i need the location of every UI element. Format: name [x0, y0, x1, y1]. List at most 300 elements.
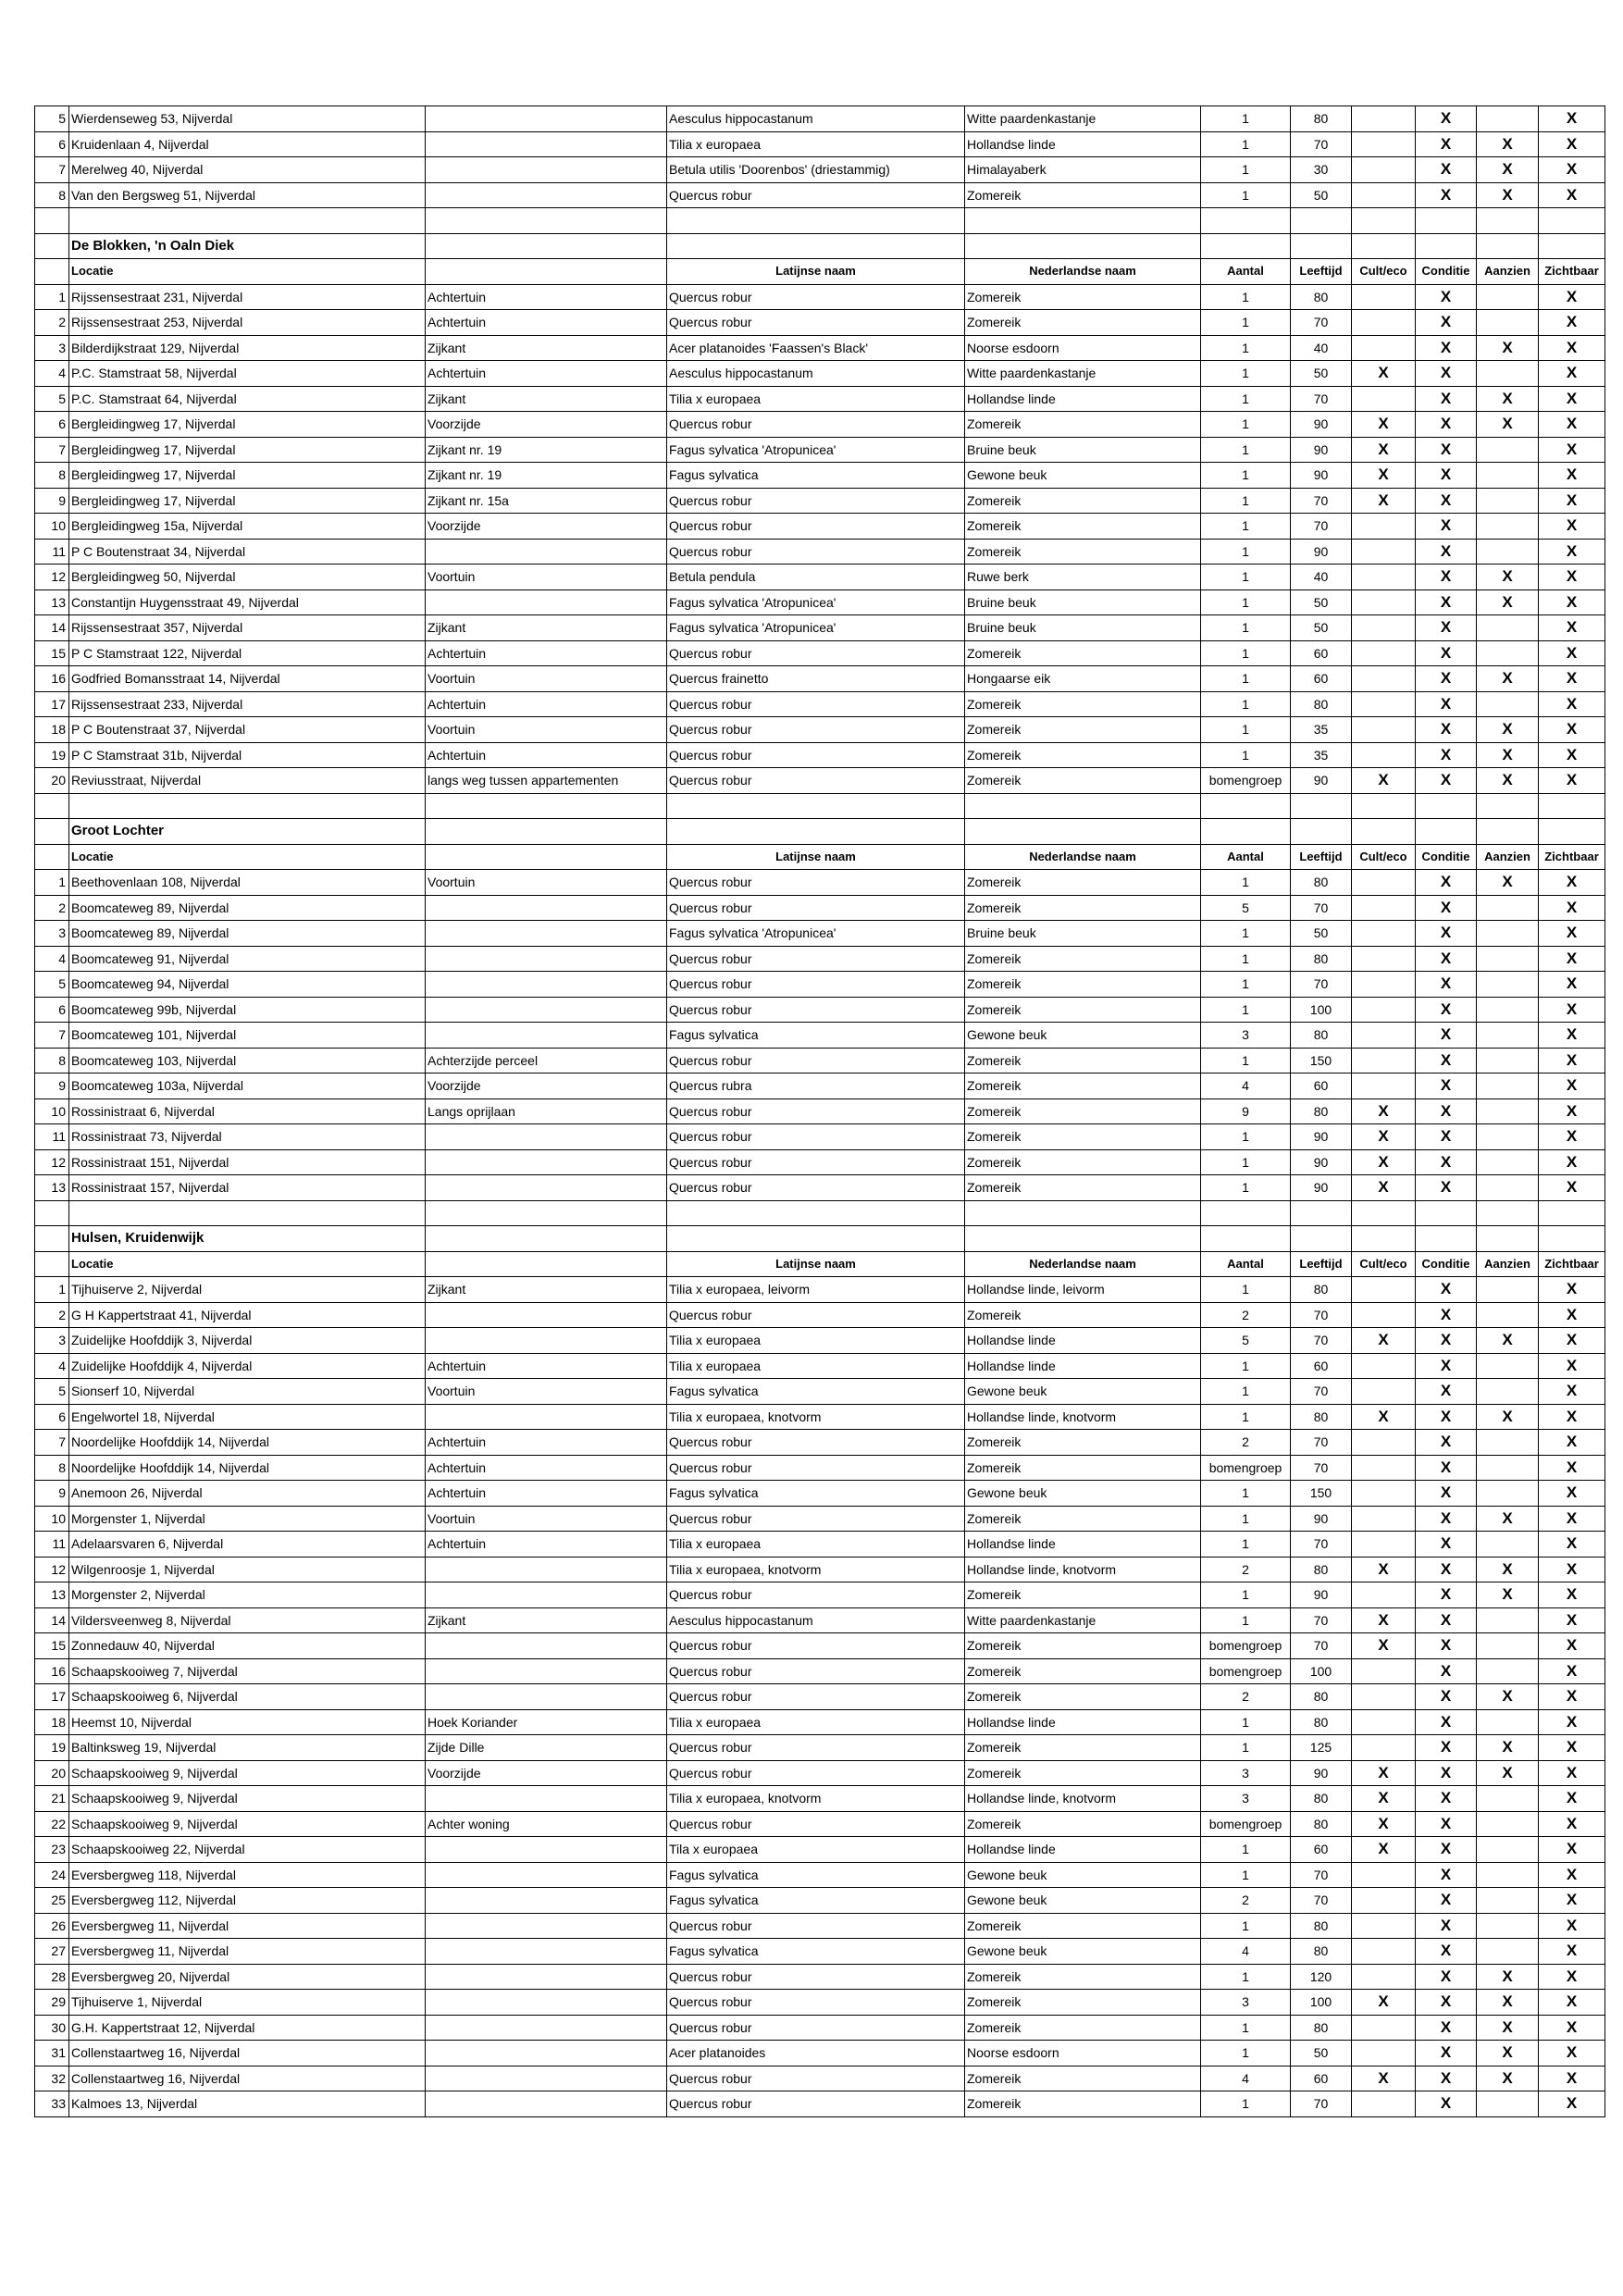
table-row: [35, 2041, 1605, 2066]
condition-cell: X: [1416, 488, 1477, 514]
condition-cell: X: [1416, 1124, 1477, 1150]
dutch-name-cell: Hollandse linde, knotvorm: [965, 1557, 1201, 1582]
row-number: 22: [35, 1811, 69, 1837]
count-cell: 1: [1201, 946, 1291, 972]
table-row: [35, 972, 1605, 998]
table-row: [35, 361, 1605, 387]
appearance-cell: [1477, 1658, 1539, 1684]
position-cell: [426, 895, 667, 921]
location-cell: Boomcateweg 89, Nijverdal: [69, 921, 426, 947]
age-cell: 80: [1291, 946, 1352, 972]
header-appearance: Aanzien: [1477, 844, 1539, 870]
location-cell: Eversbergweg 112, Nijverdal: [69, 1888, 426, 1914]
appearance-cell: [1477, 1481, 1539, 1507]
condition-cell: X: [1416, 997, 1477, 1023]
latin-name-cell: Quercus robur: [667, 1149, 965, 1175]
appearance-cell: X: [1477, 742, 1539, 768]
cult-eco-cell: X: [1352, 1760, 1416, 1786]
age-cell: 70: [1291, 1455, 1352, 1481]
appearance-cell: [1477, 1811, 1539, 1837]
count-cell: 1: [1201, 1709, 1291, 1735]
condition-cell: X: [1416, 1481, 1477, 1507]
table-row: [35, 1124, 1605, 1150]
position-cell: Zijkant: [426, 335, 667, 361]
table-row: [35, 310, 1605, 336]
dutch-name-cell: Hongaarse eik: [965, 666, 1201, 692]
header-location: Locatie: [69, 1251, 426, 1277]
location-cell: Zuidelijke Hoofddijk 4, Nijverdal: [69, 1353, 426, 1379]
condition-cell: X: [1416, 157, 1477, 183]
appearance-cell: [1477, 1302, 1539, 1328]
position-cell: [426, 1786, 667, 1812]
latin-name-cell: Fagus sylvatica: [667, 1888, 965, 1914]
dutch-name-cell: Zomereik: [965, 1990, 1201, 2016]
dutch-name-cell: Hollandse linde: [965, 131, 1201, 157]
age-cell: 90: [1291, 437, 1352, 463]
dutch-name-cell: Bruine beuk: [965, 437, 1201, 463]
row-number: 2: [35, 1302, 69, 1328]
header-latin-name: Latijnse naam: [667, 844, 965, 870]
location-cell: Zonnedauw 40, Nijverdal: [69, 1633, 426, 1659]
condition-cell: X: [1416, 972, 1477, 998]
location-cell: Rijssensestraat 357, Nijverdal: [69, 615, 426, 641]
position-cell: Voortuin: [426, 565, 667, 590]
appearance-cell: [1477, 640, 1539, 666]
location-cell: Boomcateweg 101, Nijverdal: [69, 1023, 426, 1049]
count-cell: 1: [1201, 437, 1291, 463]
cult-eco-cell: [1352, 1888, 1416, 1914]
age-cell: 70: [1291, 1302, 1352, 1328]
location-cell: Beethovenlaan 108, Nijverdal: [69, 870, 426, 896]
cult-eco-cell: [1352, 2041, 1416, 2066]
location-cell: Bergleidingweg 17, Nijverdal: [69, 412, 426, 438]
latin-name-cell: Fagus sylvatica: [667, 1939, 965, 1965]
cult-eco-cell: [1352, 1735, 1416, 1761]
position-cell: Achtertuin: [426, 1455, 667, 1481]
appearance-cell: X: [1477, 870, 1539, 896]
count-cell: 1: [1201, 972, 1291, 998]
appearance-cell: X: [1477, 1990, 1539, 2016]
latin-name-cell: Quercus robur: [667, 2015, 965, 2041]
table-row: [35, 1149, 1605, 1175]
dutch-name-cell: Gewone beuk: [965, 1888, 1201, 1914]
visible-cell: X: [1539, 1353, 1605, 1379]
appearance-cell: X: [1477, 1404, 1539, 1430]
table-row: [35, 1379, 1605, 1405]
position-cell: [426, 1633, 667, 1659]
condition-cell: X: [1416, 131, 1477, 157]
location-cell: Noordelijke Hoofddijk 14, Nijverdal: [69, 1455, 426, 1481]
count-cell: 1: [1201, 1506, 1291, 1532]
latin-name-cell: Fagus sylvatica 'Atropunicea': [667, 921, 965, 947]
spacer-row: [35, 793, 1605, 819]
cult-eco-cell: X: [1352, 1811, 1416, 1837]
dutch-name-cell: Witte paardenkastanje: [965, 361, 1201, 387]
condition-cell: X: [1416, 1353, 1477, 1379]
age-cell: 50: [1291, 615, 1352, 641]
row-number: 14: [35, 1607, 69, 1633]
row-number: 29: [35, 1990, 69, 2016]
age-cell: 50: [1291, 590, 1352, 615]
visible-cell: X: [1539, 921, 1605, 947]
cult-eco-cell: [1352, 1048, 1416, 1074]
dutch-name-cell: Witte paardenkastanje: [965, 106, 1201, 132]
position-cell: [426, 1582, 667, 1608]
dutch-name-cell: Zomereik: [965, 514, 1201, 540]
count-cell: 1: [1201, 412, 1291, 438]
condition-cell: X: [1416, 742, 1477, 768]
position-cell: [426, 946, 667, 972]
cult-eco-cell: [1352, 946, 1416, 972]
row-number: 13: [35, 1582, 69, 1608]
position-cell: [426, 182, 667, 208]
latin-name-cell: Tilia x europaea: [667, 386, 965, 412]
condition-cell: X: [1416, 463, 1477, 489]
cult-eco-cell: [1352, 1379, 1416, 1405]
dutch-name-cell: Hollandse linde: [965, 1353, 1201, 1379]
appearance-cell: [1477, 1607, 1539, 1633]
latin-name-cell: Quercus robur: [667, 1430, 965, 1456]
latin-name-cell: Quercus robur: [667, 1633, 965, 1659]
position-cell: [426, 1964, 667, 1990]
position-cell: Voorzijde: [426, 514, 667, 540]
visible-cell: X: [1539, 1048, 1605, 1074]
count-cell: 3: [1201, 1990, 1291, 2016]
dutch-name-cell: Zomereik: [965, 412, 1201, 438]
age-cell: 60: [1291, 1074, 1352, 1099]
cult-eco-cell: [1352, 615, 1416, 641]
latin-name-cell: Quercus robur: [667, 2066, 965, 2091]
row-number: 32: [35, 2066, 69, 2091]
age-cell: 100: [1291, 1990, 1352, 2016]
condition-cell: X: [1416, 1964, 1477, 1990]
condition-cell: X: [1416, 386, 1477, 412]
position-cell: Zijkant: [426, 1607, 667, 1633]
location-cell: P C Stamstraat 31b, Nijverdal: [69, 742, 426, 768]
visible-cell: X: [1539, 1939, 1605, 1965]
appearance-cell: X: [1477, 1582, 1539, 1608]
location-cell: Adelaarsvaren 6, Nijverdal: [69, 1532, 426, 1558]
row-number: 17: [35, 1684, 69, 1710]
appearance-cell: [1477, 1862, 1539, 1888]
location-cell: Boomcateweg 103a, Nijverdal: [69, 1074, 426, 1099]
latin-name-cell: Quercus robur: [667, 1506, 965, 1532]
count-cell: 4: [1201, 1074, 1291, 1099]
count-cell: 1: [1201, 615, 1291, 641]
latin-name-cell: Quercus robur: [667, 1098, 965, 1124]
latin-name-cell: Fagus sylvatica: [667, 1862, 965, 1888]
latin-name-cell: Tilia x europaea: [667, 131, 965, 157]
count-cell: 1: [1201, 1913, 1291, 1939]
location-cell: Boomcateweg 94, Nijverdal: [69, 972, 426, 998]
row-number: 14: [35, 615, 69, 641]
position-cell: [426, 539, 667, 565]
position-cell: Zijkant nr. 15a: [426, 488, 667, 514]
latin-name-cell: Quercus robur: [667, 768, 965, 794]
latin-name-cell: Quercus robur: [667, 539, 965, 565]
table-row: [35, 1481, 1605, 1507]
section-title-row: [35, 233, 1605, 259]
header-cult-eco: Cult/eco: [1352, 844, 1416, 870]
position-cell: Hoek Koriander: [426, 1709, 667, 1735]
table-row: [35, 284, 1605, 310]
table-row: [35, 1098, 1605, 1124]
age-cell: 90: [1291, 1149, 1352, 1175]
appearance-cell: X: [1477, 565, 1539, 590]
condition-cell: X: [1416, 1302, 1477, 1328]
age-cell: 80: [1291, 1939, 1352, 1965]
cult-eco-cell: X: [1352, 1124, 1416, 1150]
age-cell: 150: [1291, 1048, 1352, 1074]
cult-eco-cell: X: [1352, 1328, 1416, 1354]
appearance-cell: [1477, 615, 1539, 641]
condition-cell: X: [1416, 1735, 1477, 1761]
condition-cell: X: [1416, 946, 1477, 972]
row-number: 12: [35, 1149, 69, 1175]
table-row: [35, 1404, 1605, 1430]
cult-eco-cell: [1352, 921, 1416, 947]
appearance-cell: X: [1477, 590, 1539, 615]
age-cell: 60: [1291, 1837, 1352, 1863]
appearance-cell: X: [1477, 412, 1539, 438]
cult-eco-cell: [1352, 565, 1416, 590]
dutch-name-cell: Zomereik: [965, 946, 1201, 972]
latin-name-cell: Acer platanoides 'Faassen's Black': [667, 335, 965, 361]
count-cell: 1: [1201, 463, 1291, 489]
location-cell: Rossinistraat 151, Nijverdal: [69, 1149, 426, 1175]
row-number: 8: [35, 1048, 69, 1074]
visible-cell: X: [1539, 1709, 1605, 1735]
appearance-cell: [1477, 361, 1539, 387]
appearance-cell: X: [1477, 157, 1539, 183]
latin-name-cell: Quercus robur: [667, 1302, 965, 1328]
appearance-cell: [1477, 106, 1539, 132]
latin-name-cell: Quercus robur: [667, 1684, 965, 1710]
visible-cell: X: [1539, 691, 1605, 717]
count-cell: 1: [1201, 1582, 1291, 1608]
age-cell: 80: [1291, 1277, 1352, 1303]
dutch-name-cell: Zomereik: [965, 768, 1201, 794]
count-cell: 1: [1201, 310, 1291, 336]
appearance-cell: [1477, 1786, 1539, 1812]
row-number: 16: [35, 666, 69, 692]
appearance-cell: [1477, 972, 1539, 998]
count-cell: 1: [1201, 1481, 1291, 1507]
cult-eco-cell: [1352, 640, 1416, 666]
condition-cell: X: [1416, 691, 1477, 717]
location-cell: Bergleidingweg 17, Nijverdal: [69, 463, 426, 489]
latin-name-cell: Quercus rubra: [667, 1074, 965, 1099]
tree-register-table: [34, 105, 1605, 2117]
latin-name-cell: Fagus sylvatica: [667, 1379, 965, 1405]
row-number: 10: [35, 514, 69, 540]
latin-name-cell: Aesculus hippocastanum: [667, 106, 965, 132]
table-row: [35, 666, 1605, 692]
cult-eco-cell: X: [1352, 1633, 1416, 1659]
appearance-cell: [1477, 997, 1539, 1023]
position-cell: [426, 590, 667, 615]
age-cell: 150: [1291, 1481, 1352, 1507]
location-cell: Heemst 10, Nijverdal: [69, 1709, 426, 1735]
table-row: [35, 2015, 1605, 2041]
row-number: 6: [35, 131, 69, 157]
table-row: [35, 131, 1605, 157]
dutch-name-cell: Hollandse linde, knotvorm: [965, 1404, 1201, 1430]
age-cell: 90: [1291, 412, 1352, 438]
condition-cell: X: [1416, 539, 1477, 565]
location-cell: Zuidelijke Hoofddijk 3, Nijverdal: [69, 1328, 426, 1354]
position-cell: Achtertuin: [426, 742, 667, 768]
visible-cell: X: [1539, 1149, 1605, 1175]
cult-eco-cell: X: [1352, 1786, 1416, 1812]
age-cell: 90: [1291, 1124, 1352, 1150]
visible-cell: X: [1539, 1582, 1605, 1608]
appearance-cell: [1477, 1074, 1539, 1099]
row-number: 11: [35, 539, 69, 565]
count-cell: bomengroep: [1201, 1633, 1291, 1659]
count-cell: 2: [1201, 1888, 1291, 1914]
table-row: [35, 386, 1605, 412]
latin-name-cell: Quercus robur: [667, 514, 965, 540]
cult-eco-cell: [1352, 717, 1416, 743]
condition-cell: X: [1416, 1658, 1477, 1684]
age-cell: 70: [1291, 1379, 1352, 1405]
row-number: 9: [35, 1074, 69, 1099]
visible-cell: X: [1539, 131, 1605, 157]
table-row: [35, 157, 1605, 183]
row-number: 2: [35, 895, 69, 921]
visible-cell: X: [1539, 1557, 1605, 1582]
row-number: 33: [35, 2091, 69, 2117]
cult-eco-cell: [1352, 131, 1416, 157]
row-number: 24: [35, 1862, 69, 1888]
section-title: Groot Lochter: [69, 819, 426, 845]
condition-cell: X: [1416, 921, 1477, 947]
position-cell: [426, 2066, 667, 2091]
latin-name-cell: Betula utilis 'Doorenbos' (driestammig): [667, 157, 965, 183]
position-cell: Voorzijde: [426, 1074, 667, 1099]
latin-name-cell: Quercus robur: [667, 488, 965, 514]
position-cell: [426, 972, 667, 998]
location-cell: Sionserf 10, Nijverdal: [69, 1379, 426, 1405]
visible-cell: X: [1539, 386, 1605, 412]
location-cell: G H Kappertstraat 41, Nijverdal: [69, 1302, 426, 1328]
appearance-cell: [1477, 1430, 1539, 1456]
dutch-name-cell: Zomereik: [965, 2091, 1201, 2117]
age-cell: 60: [1291, 640, 1352, 666]
dutch-name-cell: Zomereik: [965, 488, 1201, 514]
position-cell: Zijde Dille: [426, 1735, 667, 1761]
table-row: [35, 1175, 1605, 1201]
dutch-name-cell: Zomereik: [965, 742, 1201, 768]
appearance-cell: [1477, 514, 1539, 540]
table-row: [35, 1582, 1605, 1608]
dutch-name-cell: Zomereik: [965, 182, 1201, 208]
row-number: 1: [35, 1277, 69, 1303]
cult-eco-cell: X: [1352, 1837, 1416, 1863]
visible-cell: X: [1539, 335, 1605, 361]
dutch-name-cell: Zomereik: [965, 1811, 1201, 1837]
count-cell: 1: [1201, 488, 1291, 514]
dutch-name-cell: Noorse esdoorn: [965, 335, 1201, 361]
location-cell: P.C. Stamstraat 58, Nijverdal: [69, 361, 426, 387]
age-cell: 90: [1291, 539, 1352, 565]
count-cell: 1: [1201, 666, 1291, 692]
cult-eco-cell: X: [1352, 1404, 1416, 1430]
count-cell: 2: [1201, 1684, 1291, 1710]
header-cult-eco: Cult/eco: [1352, 1251, 1416, 1277]
dutch-name-cell: Zomereik: [965, 1684, 1201, 1710]
visible-cell: X: [1539, 1888, 1605, 1914]
cult-eco-cell: [1352, 1684, 1416, 1710]
latin-name-cell: Tilia x europaea, leivorm: [667, 1277, 965, 1303]
table-row: [35, 1786, 1605, 1812]
count-cell: 1: [1201, 157, 1291, 183]
visible-cell: X: [1539, 946, 1605, 972]
position-cell: [426, 1658, 667, 1684]
dutch-name-cell: Zomereik: [965, 1302, 1201, 1328]
condition-cell: X: [1416, 1811, 1477, 1837]
appearance-cell: [1477, 895, 1539, 921]
appearance-cell: [1477, 1175, 1539, 1201]
count-cell: 1: [1201, 870, 1291, 896]
table-row: [35, 1074, 1605, 1099]
latin-name-cell: Quercus robur: [667, 972, 965, 998]
header-visible: Zichtbaar: [1539, 259, 1605, 285]
position-cell: [426, 1149, 667, 1175]
latin-name-cell: Tilia x europaea: [667, 1353, 965, 1379]
location-cell: Schaapskooiweg 9, Nijverdal: [69, 1811, 426, 1837]
count-cell: 5: [1201, 895, 1291, 921]
table-row: [35, 514, 1605, 540]
cult-eco-cell: [1352, 1532, 1416, 1558]
position-cell: Langs oprijlaan: [426, 1098, 667, 1124]
location-cell: Godfried Bomansstraat 14, Nijverdal: [69, 666, 426, 692]
location-cell: Schaapskooiweg 9, Nijverdal: [69, 1760, 426, 1786]
spacer-row: [35, 1200, 1605, 1226]
row-number: 7: [35, 1430, 69, 1456]
count-cell: 1: [1201, 539, 1291, 565]
dutch-name-cell: Hollandse linde: [965, 1709, 1201, 1735]
table-row: [35, 1913, 1605, 1939]
table-row: [35, 1811, 1605, 1837]
location-cell: Eversbergweg 118, Nijverdal: [69, 1862, 426, 1888]
dutch-name-cell: Gewone beuk: [965, 1481, 1201, 1507]
visible-cell: X: [1539, 157, 1605, 183]
table-row: [35, 1633, 1605, 1659]
header-count: Aantal: [1201, 259, 1291, 285]
age-cell: 80: [1291, 284, 1352, 310]
row-number: 3: [35, 921, 69, 947]
visible-cell: X: [1539, 310, 1605, 336]
condition-cell: X: [1416, 2041, 1477, 2066]
visible-cell: X: [1539, 565, 1605, 590]
dutch-name-cell: Zomereik: [965, 284, 1201, 310]
cult-eco-cell: [1352, 386, 1416, 412]
dutch-name-cell: Witte paardenkastanje: [965, 1607, 1201, 1633]
location-cell: Schaapskooiweg 7, Nijverdal: [69, 1658, 426, 1684]
location-cell: Kalmoes 13, Nijverdal: [69, 2091, 426, 2117]
header-count: Aantal: [1201, 844, 1291, 870]
table-row: [35, 895, 1605, 921]
row-number: 5: [35, 972, 69, 998]
latin-name-cell: Quercus robur: [667, 1760, 965, 1786]
count-cell: 1: [1201, 1837, 1291, 1863]
latin-name-cell: Quercus robur: [667, 717, 965, 743]
dutch-name-cell: Zomereik: [965, 1913, 1201, 1939]
dutch-name-cell: Gewone beuk: [965, 463, 1201, 489]
count-cell: 1: [1201, 742, 1291, 768]
